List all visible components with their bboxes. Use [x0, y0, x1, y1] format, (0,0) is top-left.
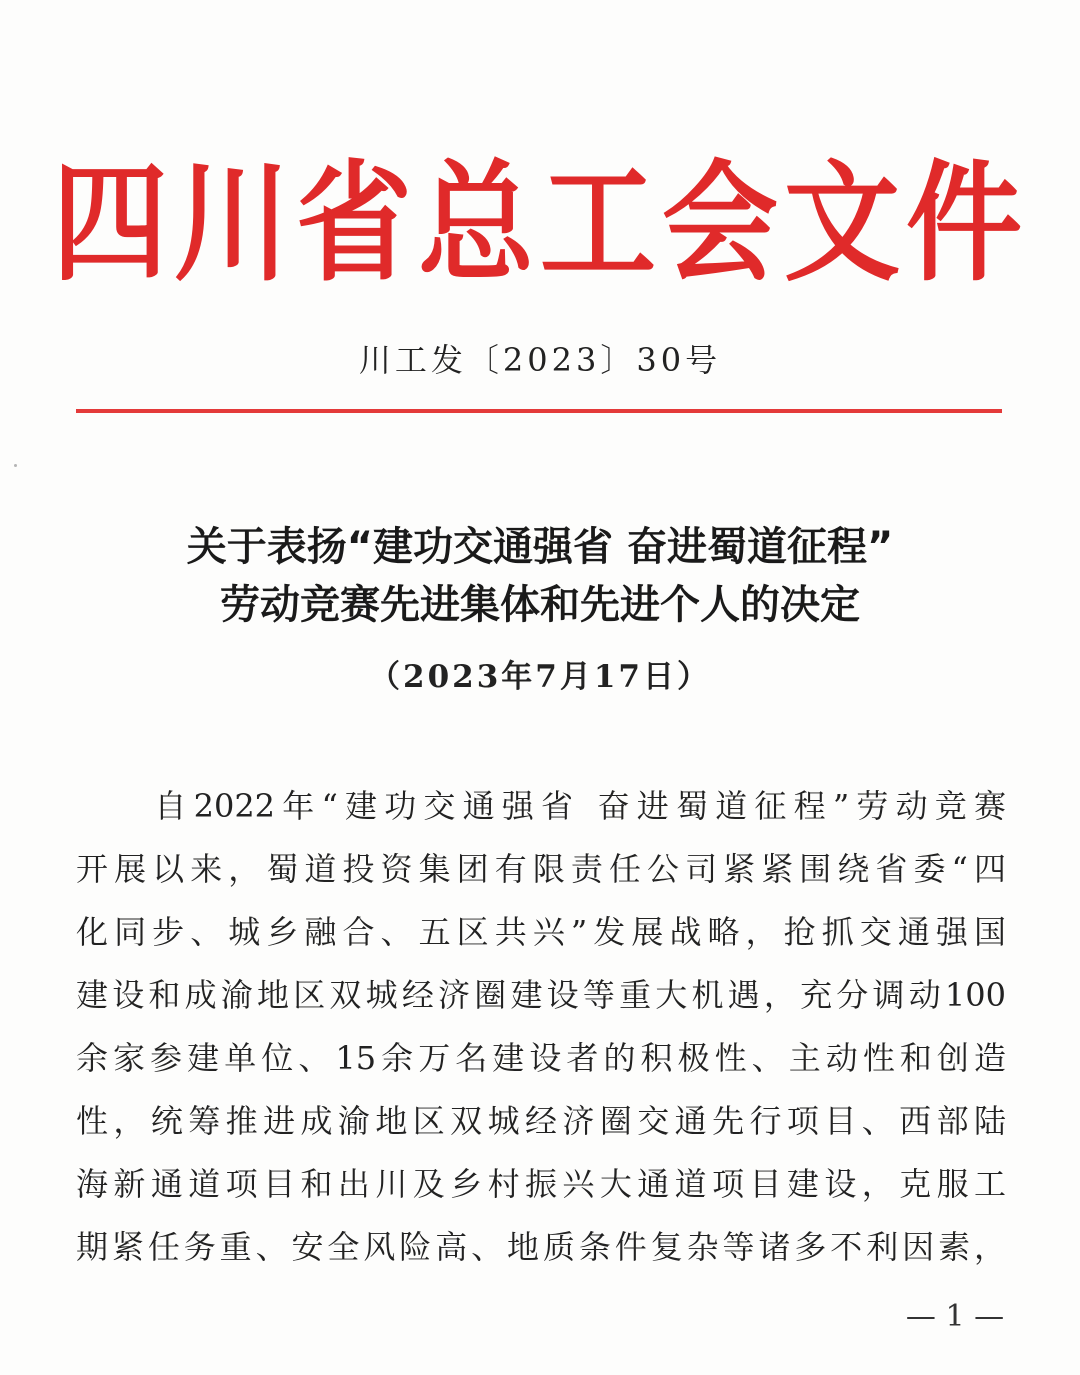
title-line: 劳动竞赛先进集体和先进个人的决定	[220, 582, 860, 628]
body-paragraph	[76, 775, 1006, 1279]
body-line: 海新通道项目和出川及乡村振兴大通道项目建设，克服工	[76, 1165, 1006, 1203]
document-number: 川工发〔2023〕30号	[358, 341, 722, 379]
red-divider-line	[76, 409, 1002, 413]
body-line: 开展以来，蜀道投资集团有限责任公司紧紧围绕省委“四	[76, 850, 1006, 888]
title-line: 关于表扬“建功交通强省 奋进蜀道征程”	[186, 524, 894, 570]
page-number: — 1 —	[905, 1299, 1005, 1334]
body-line: 性，统筹推进成渝地区双城经济圈交通先行项目、西部陆	[76, 1102, 1006, 1140]
body-line: 自2022年“建功交通强省 奋进蜀道征程”劳动竞赛	[76, 787, 1006, 825]
document-date: （2023年7月17日）	[369, 659, 711, 695]
body-line: 余家参建单位、15余万名建设者的积极性、主动性和创造	[76, 1039, 1006, 1077]
document-title	[0, 518, 1080, 634]
body-line: 期紧任务重、安全风险高、地质条件复杂等诸多不利因素，	[76, 1228, 1006, 1266]
masthead-title: 四川省总工会文件	[52, 147, 1028, 300]
body-line: 建设和成渝地区双城经济圈建设等重大机遇，充分调动100	[76, 976, 1006, 1014]
body-line: 化同步、城乡融合、五区共兴”发展战略，抢抓交通强国	[76, 913, 1006, 951]
scan-speck	[14, 464, 17, 467]
